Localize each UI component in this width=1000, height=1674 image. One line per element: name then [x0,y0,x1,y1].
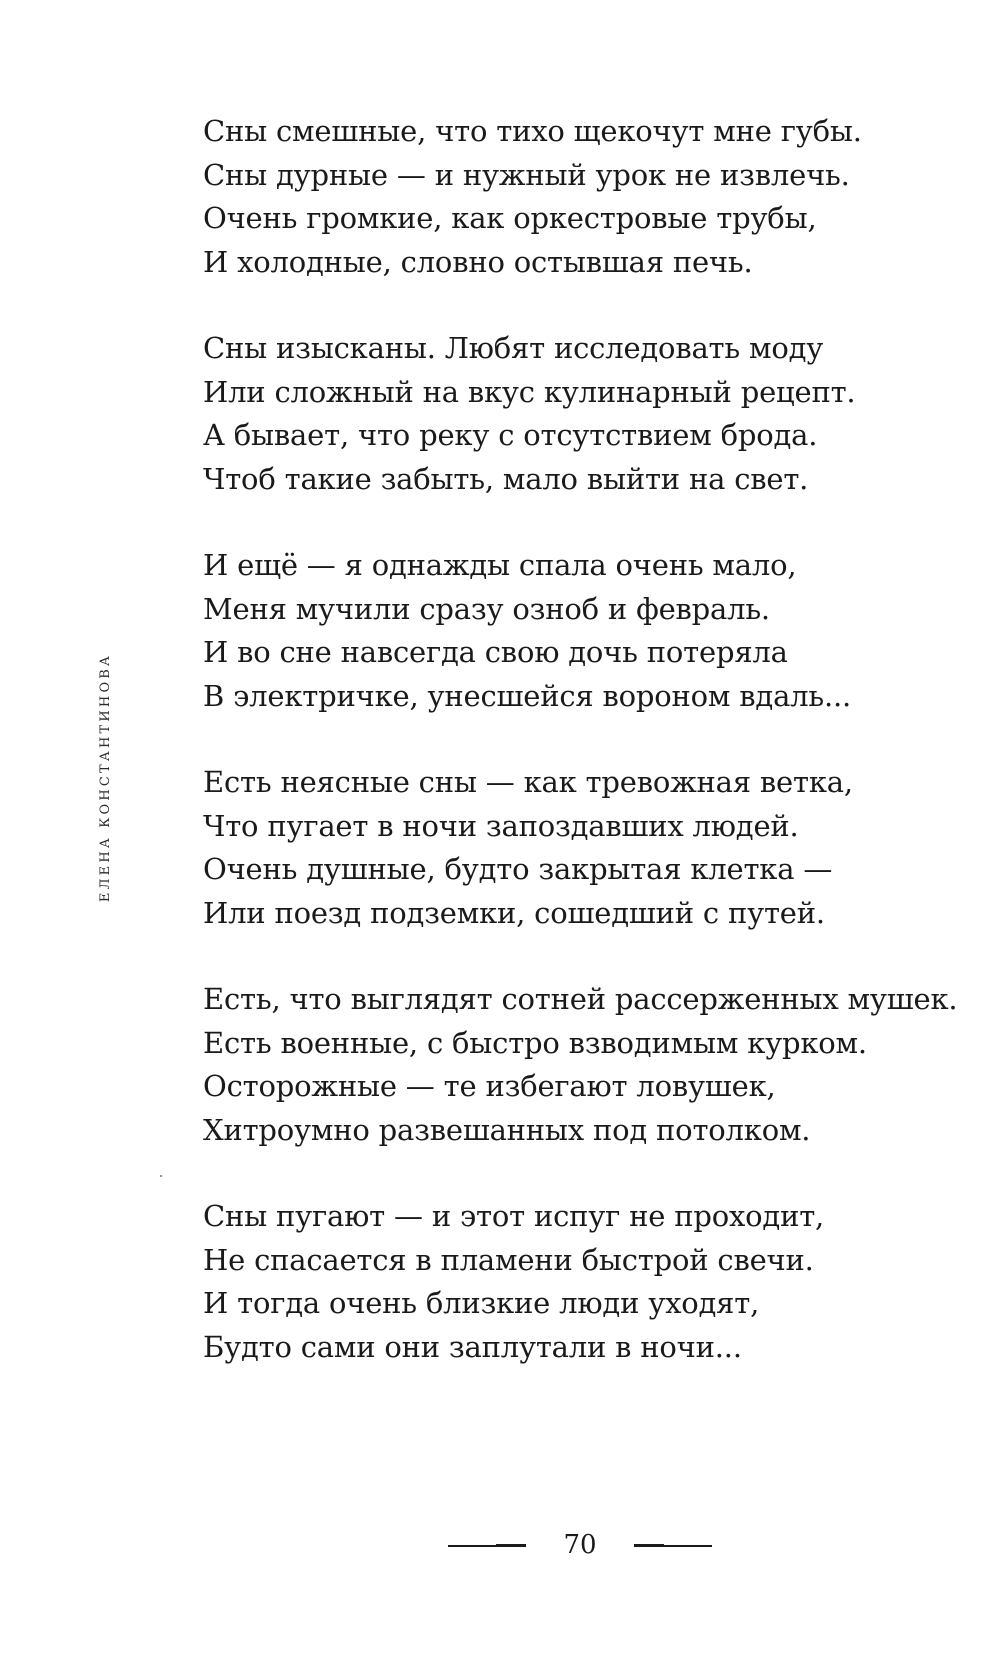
poem-line: Сны пугают — и этот испуг не проходит, [203,1199,825,1233]
poem-line: А бывает, что реку с отсутствием брода. [203,418,818,452]
poem-line: Или сложный на вкус кулинарный рецепт. [203,374,856,409]
poem-line: И тогда очень близкие люди уходят, [203,1286,760,1320]
poem-line: Хитроумно развешанных под потолком. [203,1112,811,1147]
poem-line: Очень душные, будто закрытая клетка — [203,852,833,886]
poem-line: Сны изысканы. Любят исследовать моду [203,331,824,365]
poem-line: Чтоб такие забыть, мало выйти на свет. [203,461,809,496]
poem-line: И ещё — я однажды спала очень мало, [203,548,797,582]
poem [203,110,983,1412]
poem-line: Сны дурные — и нужный урок не извлечь. [203,157,850,192]
stanza [203,761,983,935]
poem-line: И холодные, словно остывшая печь. [203,244,753,279]
stanza [203,978,983,1152]
poem-line: Очень громкие, как оркестровые трубы, [203,201,817,235]
poem-line: Есть военные, с быстро взводимым курком. [203,1025,867,1060]
poem-line: В электричке, унесшейся вороном вдаль... [203,678,852,713]
poem-line: Или поезд подземки, сошедший с путей. [203,895,825,930]
page-number: 70 [563,1530,597,1560]
stanza [203,110,983,284]
poem-line: Не спасается в пламени быстрой свечи. [203,1242,814,1277]
stanza [203,544,983,718]
folio-ornament-right [634,1545,712,1547]
poem-line: Будто сами они заплутали в ночи... [203,1329,742,1364]
poem-line: Осторожные — те избегают ловушек, [203,1069,776,1103]
print-speck [160,1175,162,1177]
stanza [203,327,983,501]
poem-line: Сны смешные, что тихо щекочут мне губы. [203,114,862,148]
page-footer [0,1525,1000,1565]
poem-line: Что пугает в ночи запоздавших людей. [203,808,799,843]
poem-line: Меня мучили сразу озноб и февраль. [203,591,770,626]
folio-ornament-left [448,1545,526,1547]
poem-line: Есть, что выглядят сотней рассерженных мушек. [203,982,958,1016]
poem-line: И во сне навсегда свою дочь потеряла [203,635,788,669]
poem-line: Есть неясные сны — как тревожная ветка, [203,765,853,799]
running-head-author: ЕЛЕНА КОНСТАНТИНОВА [98,652,114,902]
running-head [92,642,120,912]
stanza [203,1195,983,1369]
